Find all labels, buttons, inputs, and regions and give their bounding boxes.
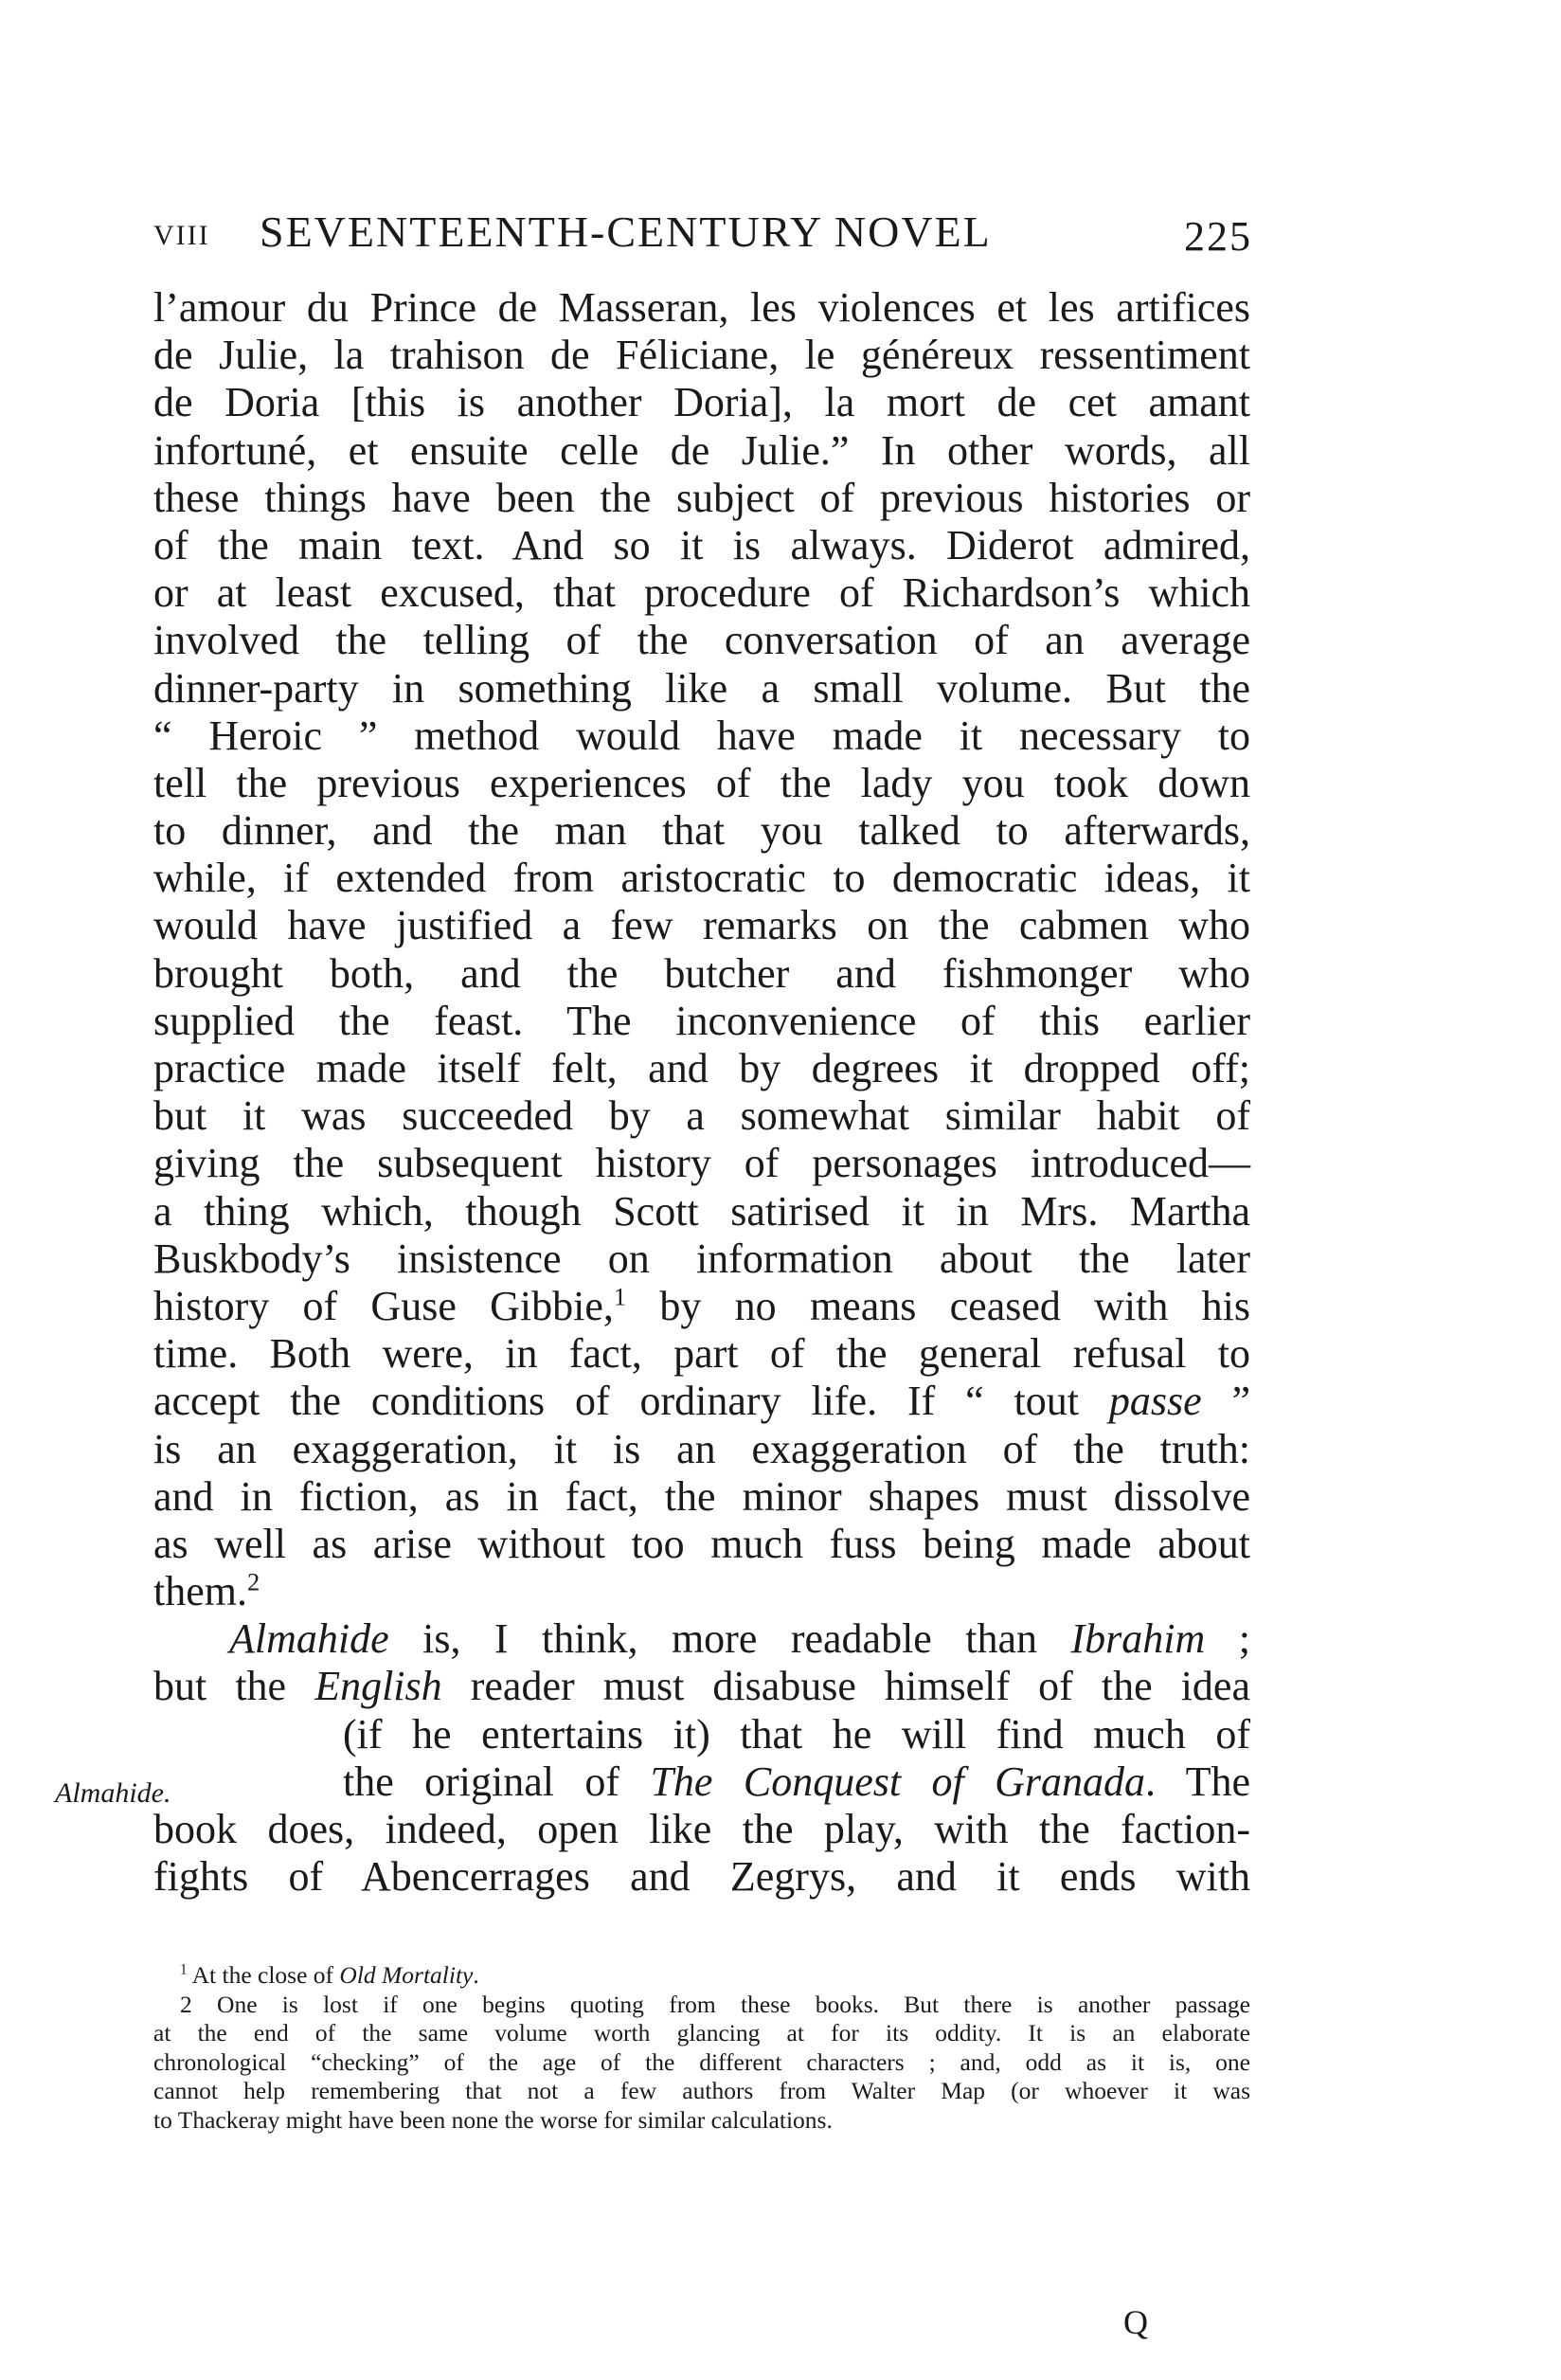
text-line: l’amour du Prince de Masseran, les violences et les artifices — [153, 284, 1250, 331]
text-line: (if he entertains it) that he will find much of — [343, 1710, 1250, 1758]
text-line: but the English reader must disabuse himself of the idea — [153, 1663, 1250, 1710]
text-line: de Julie, la trahison de Féliciane, le généreux ressentiment — [153, 332, 1250, 379]
footnote-2-line: at the end of the same volume worth glancing at for its oddity. It is an elaborate — [153, 2019, 1250, 2046]
chapter-number: VIII — [153, 220, 210, 251]
running-header — [153, 207, 1252, 263]
text-line: de Doria [this is another Doria], la mort de cet amant — [153, 379, 1250, 426]
footnote-2-line: chronological “checking” of the age of the different characters ; and, odd as it is, one — [153, 2047, 1250, 2076]
footnote-ref-2: 2 — [246, 1567, 260, 1596]
page-number: 225 — [1184, 213, 1252, 260]
text-line: to dinner, and the man that you talked to afterwards, — [153, 807, 1250, 855]
text-line: Almahide is, I think, more readable than Ibrahim ; — [229, 1615, 1250, 1663]
text-line: dinner-party in something like a small volume. But the — [153, 664, 1250, 712]
text-line: “ Heroic ” method would have made it necessary to — [153, 712, 1250, 759]
footnote-2-line: 2 One is lost if one begins quoting from these books. But there is another passage — [180, 1990, 1250, 2018]
text-line: these things have been the subject of previous histories or — [153, 474, 1250, 521]
text-line: would have justified a few remarks on the cabmen who — [153, 902, 1250, 949]
text-line: while, if extended from aristocratic to democratic ideas, it — [153, 855, 1250, 902]
text-line: accept the conditions of ordinary life. If “ tout passe ” — [153, 1378, 1251, 1425]
text-line: fights of Abencerrages and Zegrys, and it ends with — [153, 1853, 1250, 1901]
text-line: is an exaggeration, it is an exaggeration of the truth: — [153, 1425, 1250, 1472]
text-line: as well as arise without too much fuss being made about — [153, 1520, 1250, 1567]
running-title: SEVENTEENTH-CENTURY NOVEL — [260, 207, 992, 256]
signature-mark: Q — [1123, 2303, 1148, 2341]
text-line: book does, indeed, open like the play, with the faction- — [153, 1806, 1250, 1852]
text-line: of the main text. And so it is always. Diderot admired, — [153, 521, 1250, 568]
text-line: the original of The Conquest of Granada. The — [343, 1758, 1250, 1805]
footnote-2-line: to Thackeray might have been none the worse for similar calculations. — [153, 2105, 833, 2134]
text-line: brought both, and the butcher and fishmonger who — [153, 949, 1250, 997]
text-line: tell the previous experiences of the lady you took down — [153, 759, 1250, 806]
footnotes — [153, 1961, 1250, 2135]
text-line: supplied the feast. The inconvenience of this earlier — [153, 997, 1250, 1044]
text-line: history of Guse Gibbie,$^1$ by no means ceased with his — [153, 1282, 1251, 1329]
text-line: time. Both were, in fact, part of the general refusal to — [153, 1330, 1250, 1378]
footnote-2-line: cannot help remembering that not a few authors from Walter Map (or whoever it was — [153, 2077, 1250, 2104]
margin-note: Almahide. — [55, 1777, 171, 1809]
text-line: but it was succeeded by a somewhat similar habit of — [153, 1092, 1250, 1140]
text-line: infortuné, et ensuite celle de Julie.” In other words, all — [153, 426, 1250, 474]
text-line: and in fiction, as in fact, the minor shapes must dissolve — [153, 1472, 1250, 1520]
footnote-1: $^1$ At the close of Old Mortality. — [180, 1961, 479, 1989]
text-line: practice made itself felt, and by degrees it dropped off; — [153, 1045, 1250, 1091]
main-text — [153, 284, 1250, 1901]
text-line: or at least excused, that procedure of Richardson’s which — [153, 569, 1250, 617]
text-line: a thing which, though Scott satirised it in Mrs. Martha — [153, 1187, 1250, 1235]
text-line: them.$^2$ — [153, 1567, 260, 1615]
text-line: Buskbody’s insistence on information about the later — [153, 1235, 1250, 1282]
footnote-ref-1: 1 — [613, 1282, 627, 1311]
text-line: involved the telling of the conversation of an average — [153, 617, 1250, 664]
text-line: giving the subsequent history of personages introduced— — [153, 1140, 1250, 1187]
